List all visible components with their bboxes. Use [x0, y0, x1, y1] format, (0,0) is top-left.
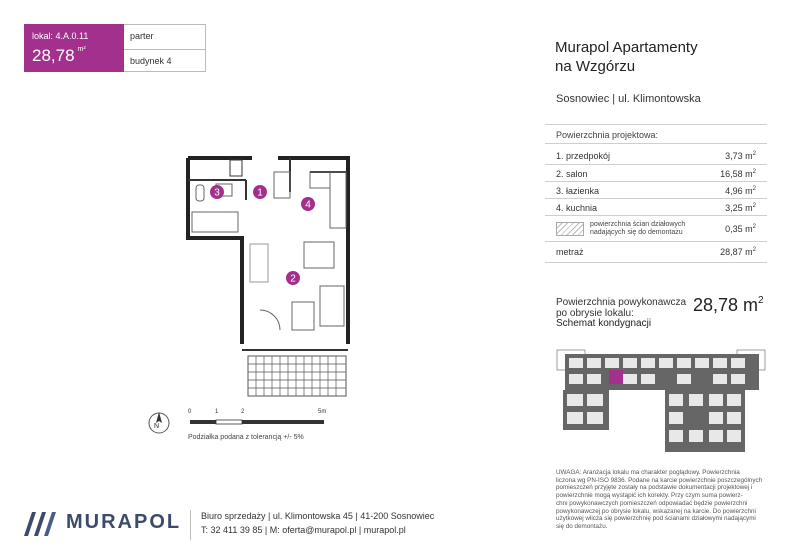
scale-bar — [186, 414, 336, 430]
brand-name: MURAPOL — [66, 511, 182, 533]
murapol-logo-icon — [24, 510, 60, 536]
project-title — [555, 38, 698, 76]
room-row: 3. łazienka 4,96 $m^2$ — [556, 186, 756, 196]
scale-label: 2 — [241, 409, 245, 415]
unit-area-unit: m² — [77, 46, 86, 53]
room-row: 4. kuchnia 3,25 $m^2$ — [556, 203, 756, 213]
tolerance-note: Podziałka podana z tolerancją +/- 5% — [188, 434, 304, 441]
svg-text:N: N — [154, 423, 160, 430]
contact-info: T: 32 411 39 85 | M: oferta@murapol.pl | murapol.pl — [201, 525, 406, 535]
svg-text:3: 3 — [214, 187, 220, 199]
total-area: 28,78 $m^2$ — [693, 295, 764, 315]
compass-icon — [144, 408, 174, 438]
svg-text:4: 4 — [305, 199, 311, 211]
room-marker — [210, 185, 224, 199]
metraz-row: metraż 28,87 $m^2$ — [556, 247, 756, 257]
project-location: Sosnowiec | ul. Klimontowska — [556, 93, 701, 105]
svg-text:1: 1 — [257, 187, 263, 199]
disclaimer-note: UWAGA: Aranżacja lokalu ma charakter poglądowy. Powierzchnia liczona wg PN-ISO 9836. Podane na karcie powierzchnie poszczególnych pomieszczeń przyjęte zostały na podstawie dokumentacji projektowej i powierzchnie mogą wystąpić ich korekty. Przy czym suma powierz- chni powykonawczych pomieszczeń odpowiadać będzie powierzchni powykonawczej po obrysie lokalu, wskazanej na karcie. Do powierzchni użytkowej wlicza się powierzchnię pod ścianami działowymi nadającymi się do demontażu. — [556, 469, 763, 530]
unit-area — [32, 46, 86, 66]
walls-description: powierzchnia ścian działowych nadających się do demontażu — [590, 221, 686, 236]
room-row: 1. przedpokój 3,73 $m^2$ — [556, 151, 756, 161]
floor-plan — [180, 150, 360, 400]
hatch-swatch — [556, 222, 584, 236]
schema-title: Schemat kondygnacji — [556, 318, 652, 329]
walls-area: 0,35 $m^2$ — [725, 224, 756, 234]
unit-area-value: 28,78 — [32, 46, 75, 65]
unit-label: lokal: 4.A.0.11 — [32, 31, 89, 41]
rooms-header: Powierzchnia projektowa: — [556, 130, 659, 140]
unit-highlight — [609, 370, 623, 384]
project-title-line2: na Wzgórzu — [555, 58, 636, 75]
room-marker — [253, 185, 267, 199]
svg-text:2: 2 — [290, 273, 296, 285]
unit-badge — [24, 24, 124, 72]
project-title-line1: Murapol Apartamenty — [555, 39, 698, 56]
room-row: 2. salon 16,58 $m^2$ — [556, 169, 756, 179]
scale-label: 5m — [318, 409, 327, 415]
floor-info-box — [124, 24, 206, 72]
room-marker — [301, 197, 315, 211]
total-label: Powierzchnia powykonawcza po obrysie lokalu: — [556, 297, 687, 319]
room-marker — [286, 271, 300, 285]
sales-office-address: Biuro sprzedaży | ul. Klimontowska 45 | 41-200 Sosnowiec — [201, 511, 435, 521]
floor-schema — [553, 338, 769, 454]
scale-label: 0 — [188, 409, 192, 415]
building-label: budynek 4 — [130, 56, 172, 66]
scale-label: 1 — [215, 409, 219, 415]
floor-label: parter — [130, 31, 154, 41]
